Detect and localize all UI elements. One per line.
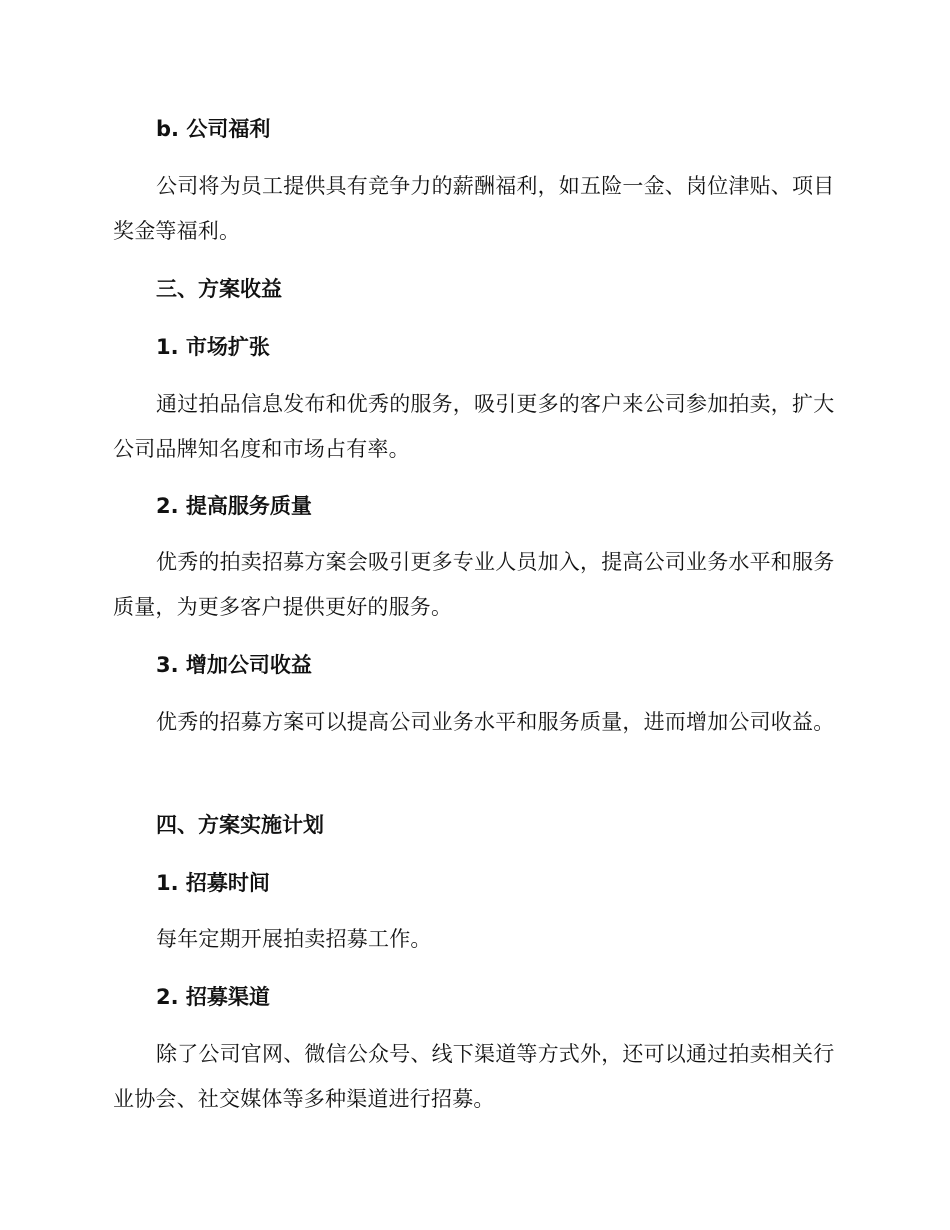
paragraph-company-benefits: 公司将为员工提供具有竞争力的薪酬福利，如五险一金、岗位津贴、项目奖金等福利。	[113, 174, 835, 243]
heading-market-expansion: 1. 市场扩张	[156, 335, 270, 359]
paragraph-recruitment-time: 每年定期开展拍卖招募工作。	[156, 927, 432, 951]
paragraph-recruitment-channels: 除了公司官网、微信公众号、线下渠道等方式外，还可以通过拍卖相关行业协会、社交媒体等多种渠道进行招募。	[113, 1042, 835, 1111]
heading-recruitment-channels: 2. 招募渠道	[156, 985, 270, 1009]
heading-improve-service-quality: 2. 提高服务质量	[156, 494, 312, 518]
paragraph-market-expansion: 通过拍品信息发布和优秀的服务，吸引更多的客户来公司参加拍卖，扩大公司品牌知名度和市场占有率。	[113, 392, 835, 461]
heading-section-4-implementation: 四、方案实施计划	[156, 813, 324, 837]
heading-company-benefits: b. 公司福利	[156, 117, 271, 141]
heading-recruitment-time: 1. 招募时间	[156, 871, 270, 895]
heading-increase-revenue: 3. 增加公司收益	[156, 653, 312, 677]
paragraph-improve-service-quality: 优秀的拍卖招募方案会吸引更多专业人员加入，提高公司业务水平和服务质量，为更多客户提供更好的服务。	[113, 550, 835, 619]
paragraph-increase-revenue: 优秀的招募方案可以提高公司业务水平和服务质量，进而增加公司收益。	[156, 710, 835, 734]
heading-section-3-plan-benefits: 三、方案收益	[156, 277, 282, 301]
